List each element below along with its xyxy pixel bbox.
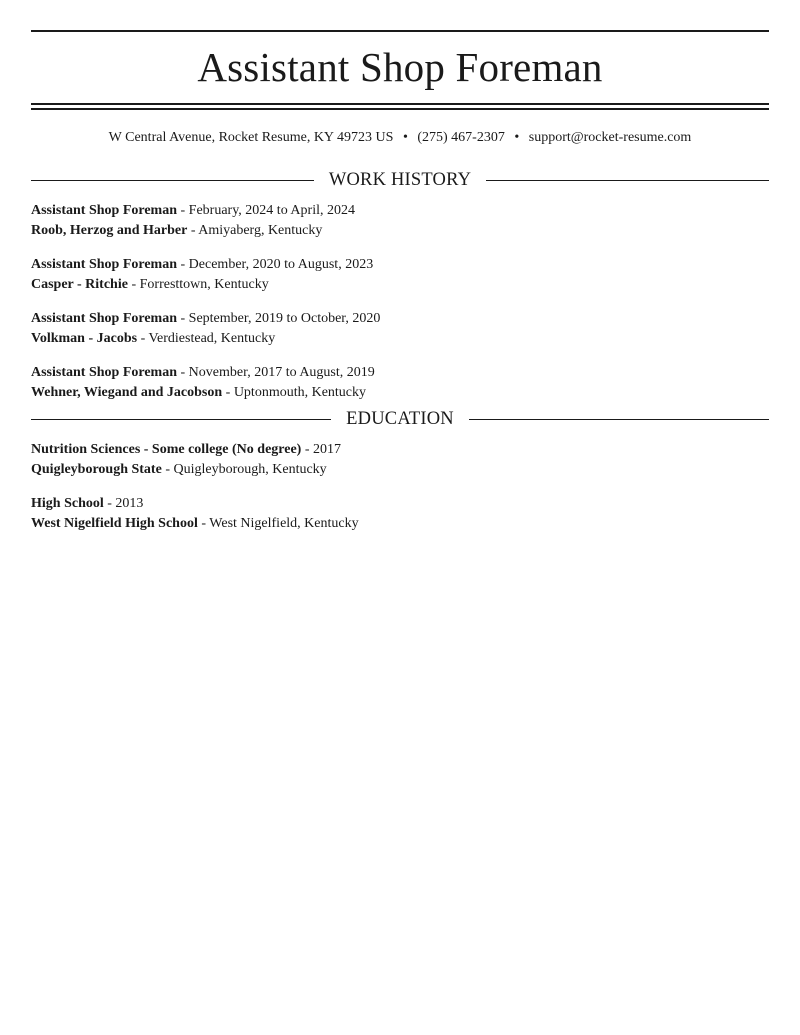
work-entry-employer-line: Casper - Ritchie - Forresttown, Kentucky	[31, 277, 269, 292]
work-location: Uptonmouth, Kentucky	[233, 385, 367, 400]
work-entry	[31, 309, 769, 349]
work-entry-title-line: Assistant Shop Foreman - December, 2020 to August, 2023	[31, 257, 374, 272]
work-entry-title-line: Assistant Shop Foreman - February, 2024 to April, 2024	[31, 203, 355, 218]
work-role: Assistant Shop Foreman	[31, 311, 177, 326]
work-role: Assistant Shop Foreman	[31, 203, 177, 218]
work-history-title: WORK HISTORY	[328, 170, 472, 190]
education-school: Quigleyborough State	[31, 462, 162, 477]
work-dates: November, 2017 to August, 2019	[188, 365, 375, 380]
work-entry-employer-line: Wehner, Wiegand and Jacobson - Uptonmouth, Kentucky	[31, 385, 367, 400]
education-location: Quigleyborough, Kentucky	[173, 462, 327, 477]
work-dates: December, 2020 to August, 2023	[188, 257, 374, 272]
top-rule	[31, 30, 769, 32]
contact-email: support@rocket-resume.com	[528, 130, 692, 145]
work-role: Assistant Shop Foreman	[31, 257, 177, 272]
work-location: Amiyaberg, Kentucky	[198, 223, 323, 238]
work-entry-title-line: Assistant Shop Foreman - November, 2017 to August, 2019	[31, 365, 375, 380]
work-dates: February, 2024 to April, 2024	[188, 203, 355, 218]
work-location: Verdiestead, Kentucky	[148, 331, 276, 346]
work-location: Forresttown, Kentucky	[139, 277, 269, 292]
work-employer: Roob, Herzog and Harber	[31, 223, 188, 238]
section-rule-right	[486, 180, 769, 181]
page-title: Assistant Shop Foreman	[197, 44, 603, 90]
education-entry	[31, 440, 769, 480]
work-role: Assistant Shop Foreman	[31, 365, 177, 380]
work-entry	[31, 363, 769, 403]
work-entry-employer-line: Roob, Herzog and Harber - Amiyaberg, Kentucky	[31, 223, 323, 238]
education-school-line: Quigleyborough State - Quigleyborough, Kentucky	[31, 462, 327, 477]
work-dates: September, 2019 to October, 2020	[188, 311, 381, 326]
education-list	[31, 440, 769, 534]
work-history-heading	[31, 168, 769, 192]
education-degree-line: High School - 2013	[31, 496, 144, 511]
resume-page	[31, 0, 769, 534]
education-school: West Nigelfield High School	[31, 516, 198, 531]
education-school-line: West Nigelfield High School - West Nigelfield, Kentucky	[31, 516, 359, 531]
contact-line	[31, 128, 769, 148]
section-rule-left	[31, 180, 314, 181]
work-employer: Casper - Ritchie	[31, 277, 128, 292]
work-employer: Wehner, Wiegand and Jacobson	[31, 385, 223, 400]
contact-separator: •	[514, 130, 520, 145]
section-rule-left	[31, 419, 331, 420]
contact-separator: •	[402, 130, 408, 145]
education-title: EDUCATION	[346, 409, 454, 429]
work-employer: Volkman - Jacobs	[31, 331, 138, 346]
education-heading	[31, 407, 769, 431]
education-degree: High School	[31, 496, 104, 511]
section-rule-right	[469, 419, 769, 420]
work-entry-employer-line: Volkman - Jacobs - Verdiestead, Kentucky	[31, 331, 276, 346]
work-entry-title-line: Assistant Shop Foreman - September, 2019 to October, 2020	[31, 311, 381, 326]
education-degree-line: Nutrition Sciences - Some college (No degree) - 2017	[31, 442, 342, 457]
education-year: 2013	[115, 496, 144, 511]
title-double-rule	[31, 103, 769, 110]
education-location: West Nigelfield, Kentucky	[209, 516, 359, 531]
work-entry	[31, 201, 769, 241]
education-degree: Nutrition Sciences - Some college (No degree)	[31, 442, 302, 457]
contact-address: W Central Avenue, Rocket Resume, KY 49723 US	[108, 130, 394, 145]
education-entry	[31, 494, 769, 534]
work-history-list	[31, 201, 769, 403]
education-year: 2017	[313, 442, 342, 457]
contact-phone: (275) 467-2307	[417, 130, 505, 145]
work-entry	[31, 255, 769, 295]
